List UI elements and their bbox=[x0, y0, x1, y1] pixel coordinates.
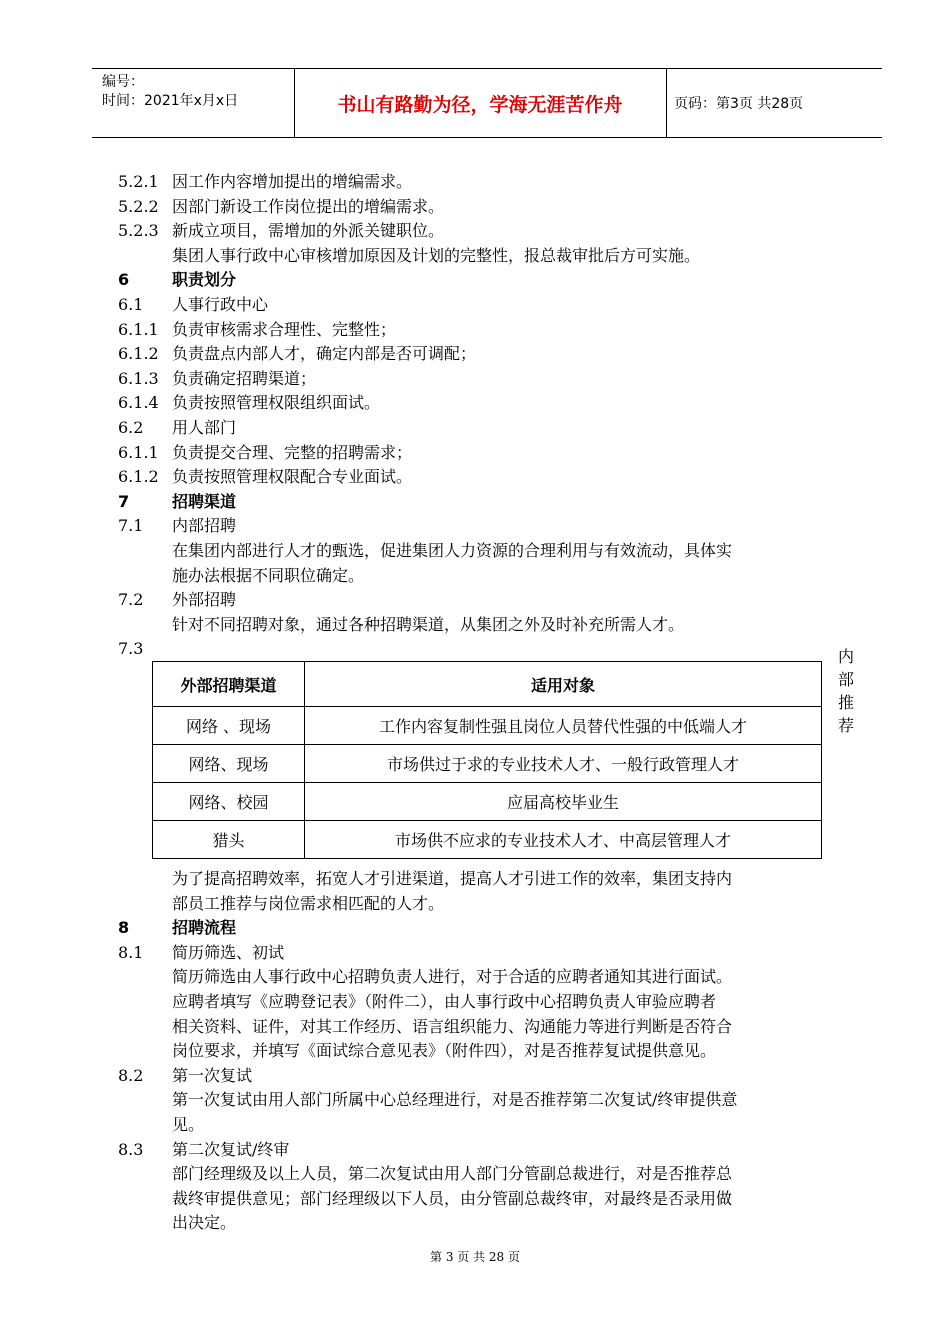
paragraph-line: 岗位要求，并填写《面试综合意见表》（附件四），对是否推荐复试提供意见。 bbox=[172, 1041, 717, 1061]
paragraph-line: 外部招聘 bbox=[172, 590, 237, 610]
section-number: 6.2 bbox=[118, 418, 144, 437]
section-number: 8.3 bbox=[118, 1139, 144, 1159]
section-number: 5.2.1 bbox=[118, 172, 159, 191]
paragraph-line: 裁终审提供意见；部门经理级以下人员，由分管副总裁终审，对最终是否录用做 bbox=[172, 1188, 733, 1208]
section-number: 6.1.4 bbox=[118, 393, 159, 413]
section-number: 6.1.3 bbox=[118, 368, 159, 388]
paragraph-line: 负责按照管理权限组织面试。 bbox=[172, 393, 381, 413]
paragraph-line: 内部招聘 bbox=[172, 516, 237, 536]
section-heading: 职责划分 bbox=[172, 270, 237, 290]
header-divider bbox=[666, 69, 667, 137]
section-number: 6.1.1 bbox=[118, 442, 159, 462]
table-cell: 网络、校园 bbox=[153, 783, 305, 821]
paragraph-line: 部员工推荐与岗位需求相匹配的人才。 bbox=[172, 893, 445, 913]
vertical-section-label bbox=[836, 645, 856, 737]
paragraph-line: 出决定。 bbox=[172, 1213, 237, 1233]
header-page-info: 页码：第3页 共28页 bbox=[674, 96, 804, 112]
section-number: 7.2 bbox=[118, 590, 144, 610]
table-cell: 应届高校毕业生 bbox=[305, 783, 822, 821]
section-number: 6.1.1 bbox=[118, 319, 159, 339]
section-number: 7 bbox=[118, 491, 130, 511]
paragraph-line: 用人部门 bbox=[172, 418, 237, 437]
paragraph-line: 简历筛选由人事行政中心招聘负责人进行，对于合适的应聘者通知其进行面试。 bbox=[172, 967, 733, 987]
header-motto: 书山有路勤为径，学海无涯苦作舟 bbox=[337, 93, 623, 116]
paragraph-line: 在集团内部进行人才的甄选，促进集团人力资源的合理利用与有效流动，具体实 bbox=[172, 541, 733, 560]
section-heading: 招聘流程 bbox=[172, 918, 237, 938]
recruitment-channel-table bbox=[152, 661, 822, 859]
paragraph-line: 因工作内容增加提出的增编需求。 bbox=[172, 172, 413, 191]
paragraph-line: 新成立项目，需增加的外派关键职位。 bbox=[172, 221, 445, 241]
table-row bbox=[153, 821, 822, 859]
paragraph-line: 部门经理级及以上人员，第二次复试由用人部门分管副总裁进行，对是否推荐总 bbox=[172, 1164, 733, 1184]
table-header-cell: 外部招聘渠道 bbox=[153, 662, 305, 707]
paragraph-line: 第二次复试/终审 bbox=[172, 1139, 290, 1159]
table-header-row bbox=[153, 662, 822, 707]
paragraph-line: 负责按照管理权限配合专业面试。 bbox=[172, 467, 413, 487]
section-heading: 招聘渠道 bbox=[172, 491, 237, 511]
vertical-char: 内 bbox=[837, 647, 854, 666]
section-number: 8.2 bbox=[118, 1065, 144, 1085]
paragraph-line: 人事行政中心 bbox=[172, 295, 269, 314]
paragraph-line: 负责审核需求合理性、完整性； bbox=[172, 319, 397, 339]
paragraph-line: 因部门新设工作岗位提出的增编需求。 bbox=[172, 196, 445, 216]
paragraph-line: 集团人事行政中心审核增加原因及计划的完整性，报总裁审批后方可实施。 bbox=[172, 245, 701, 265]
table-cell: 市场供不应求的专业技术人才、中高层管理人才 bbox=[305, 821, 822, 859]
paragraph-line: 施办法根据不同职位确定。 bbox=[172, 565, 365, 585]
vertical-char: 推 bbox=[837, 693, 854, 712]
table-cell: 网络、现场 bbox=[153, 745, 305, 783]
paragraph-line: 负责提交合理、完整的招聘需求； bbox=[172, 442, 413, 462]
time-label: 时间：2021年x月x日 bbox=[102, 93, 239, 109]
paragraph-line: 相关资料、证件，对其工作经历、语言组织能力、沟通能力等进行判断是否符合 bbox=[172, 1016, 733, 1036]
section-number: 6.1 bbox=[118, 295, 144, 314]
paragraph-line: 第一次复试由用人部门所属中心总经理进行，对是否推荐第二次复试/终审提供意 bbox=[172, 1090, 738, 1110]
section-number: 6.1.2 bbox=[118, 467, 159, 487]
paragraph-line: 负责确定招聘渠道； bbox=[172, 368, 317, 388]
table-row bbox=[153, 707, 822, 745]
paragraph-line: 见。 bbox=[172, 1115, 205, 1134]
vertical-char: 荐 bbox=[837, 716, 854, 735]
section-number: 7.1 bbox=[118, 516, 144, 536]
paragraph-line: 针对不同招聘对象，通过各种招聘渠道，从集团之外及时补充所需人才。 bbox=[172, 614, 685, 634]
vertical-char: 部 bbox=[837, 670, 854, 689]
section-number: 5.2.3 bbox=[118, 221, 159, 241]
table-cell: 网络 、现场 bbox=[153, 707, 305, 745]
section-number: 5.2.2 bbox=[118, 196, 159, 216]
paragraph-line: 第一次复试 bbox=[172, 1065, 253, 1085]
paragraph-line: 负责盘点内部人才，确定内部是否可调配； bbox=[172, 344, 477, 364]
table-cell: 工作内容复制性强且岗位人员替代性强的中低端人才 bbox=[305, 707, 822, 745]
section-number: 8.1 bbox=[118, 942, 144, 962]
header-meta bbox=[102, 73, 238, 111]
table-cell: 猎头 bbox=[153, 821, 305, 859]
section-number: 8 bbox=[118, 918, 130, 938]
section-number: 7.3 bbox=[118, 639, 144, 659]
table-row bbox=[153, 745, 822, 783]
paragraph-line: 简历筛选、初试 bbox=[172, 942, 285, 962]
table-cell: 市场供过于求的专业技术人才、一般行政管理人才 bbox=[305, 745, 822, 783]
table-header-cell: 适用对象 bbox=[305, 662, 822, 707]
paragraph-line: 应聘者填写《应聘登记表》（附件二），由人事行政中心招聘负责人审验应聘者 bbox=[172, 992, 717, 1011]
number-label: 编号： bbox=[102, 74, 144, 90]
section-number: 6.1.2 bbox=[118, 344, 159, 364]
page-footer: 第 3 页 共 28 页 bbox=[430, 1250, 520, 1264]
section-number: 6 bbox=[118, 270, 130, 290]
table-row bbox=[153, 783, 822, 821]
page-header bbox=[92, 68, 882, 138]
paragraph-line: 为了提高招聘效率，拓宽人才引进渠道，提高人才引进工作的效率，集团支持内 bbox=[172, 869, 733, 888]
